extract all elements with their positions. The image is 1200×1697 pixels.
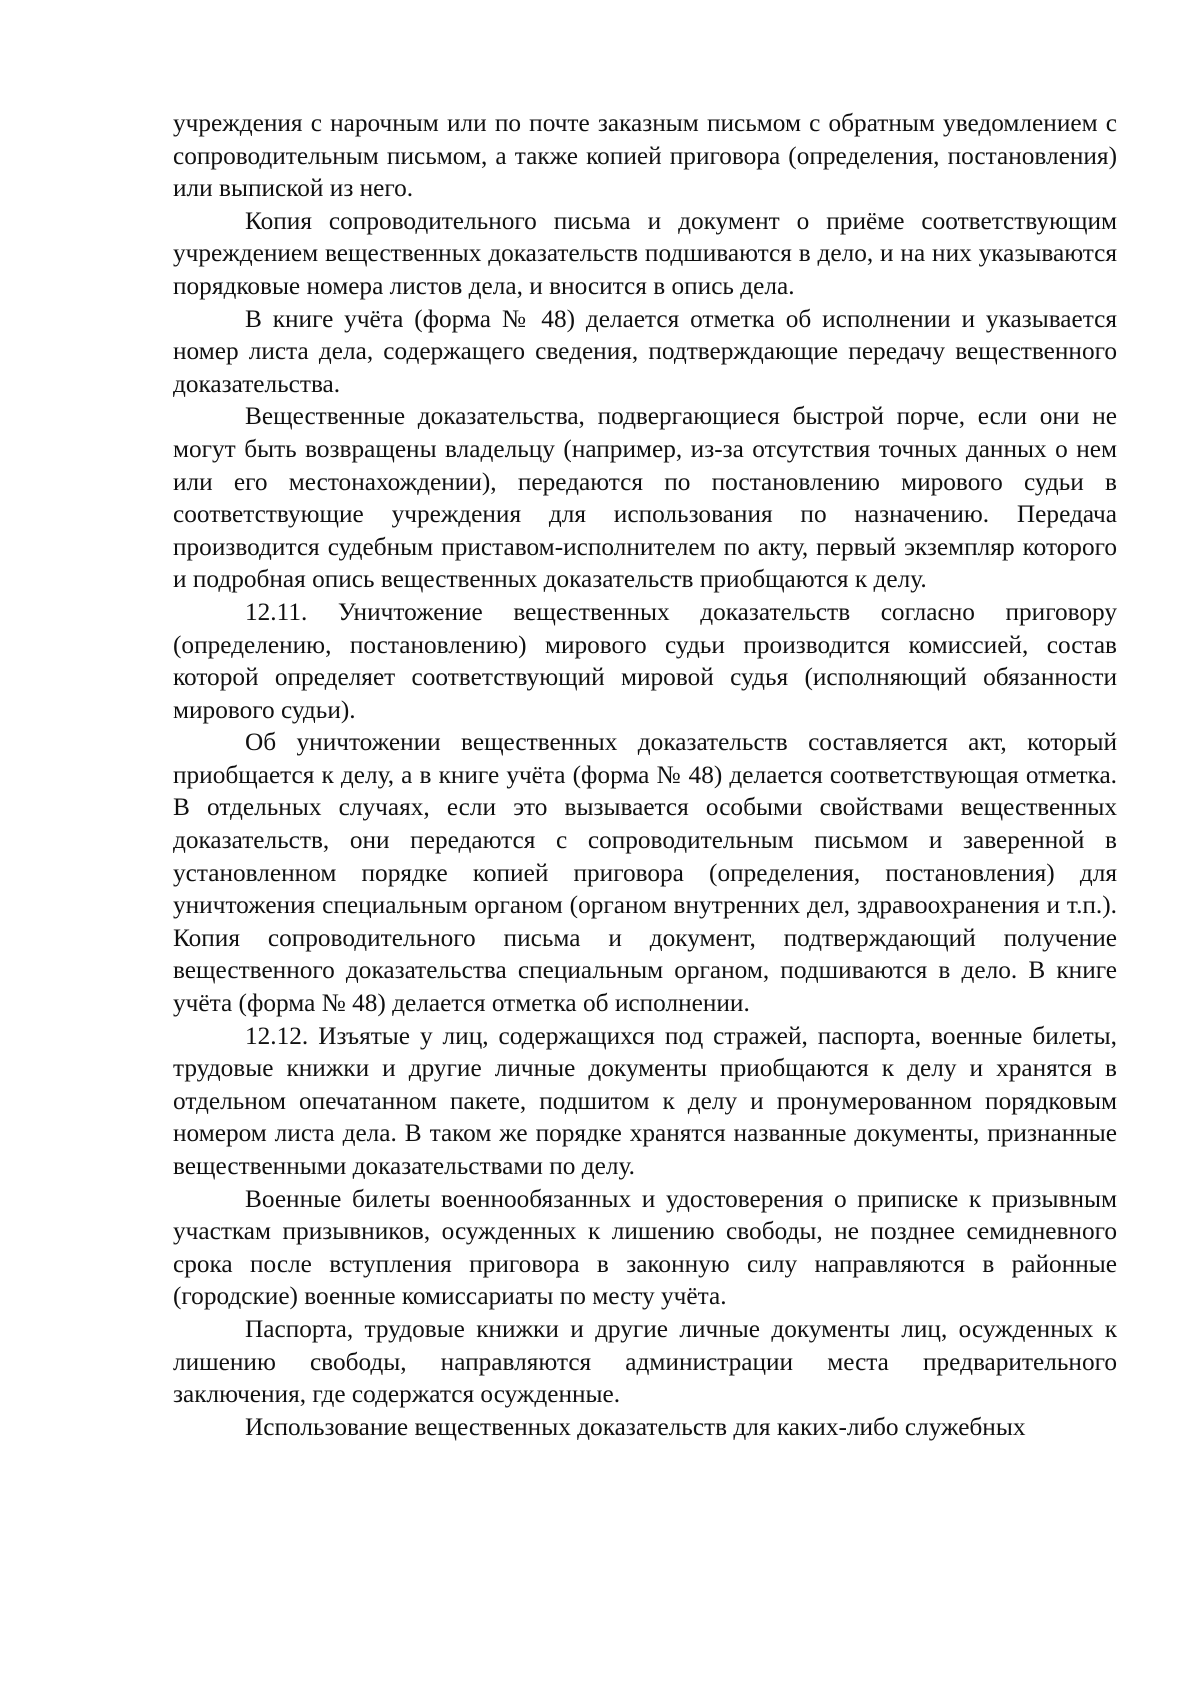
paragraph-6: Об уничтожении вещественных доказательств составляется акт, который приобщается к делу, а в книге учёта (форма № 48) делается соответствующая отметка. В отдельных случаях, если это вызывается особыми свойствами вещественных доказательств, они передаются с сопроводительным письмом и заверенной в установленном порядке копией приговора (определения, постановления) для уничтожения специальным органом (органом внутренних дел, здравоохранения и т.п.). Копия сопроводительного письма и документ, подтверждающий получение вещественного доказательства специальным органом, подшиваются в дело. В книге учёта (форма № 48) делается отметка об исполнении.: [173, 728, 1117, 1018]
paragraph-4: Вещественные доказательства, подвергающиеся быстрой порче, если они не могут быть возвращены владельцу (например, из-за отсутствия точных данных о нем или его местонахождении), передаются по постановлению мирового судьи в соответствующие учреждения для использования по назначению. Передача производится судебным приставом-исполнителем по акту, первый экземпляр которого и подробная опись вещественных доказательств приобщаются к делу.: [173, 402, 1117, 594]
document-page: [173, 107, 1117, 1443]
paragraph-9: Паспорта, трудовые книжки и другие личные документы лиц, осужденных к лишению свободы, направляются администрации места предварительного заключения, где содержатся осужденные.: [173, 1314, 1117, 1409]
paragraph-7: 12.12. Изъятые у лиц, содержащихся под стражей, паспорта, военные билеты, трудовые книжки и другие личные документы приобщаются к делу и хранятся в отдельном опечатанном пакете, подшитом к делу и пронумерованном порядковым номером листа дела. В таком же порядке хранятся названные документы, признанные вещественными доказательствами по делу.: [173, 1021, 1117, 1180]
paragraph-3: В книге учёта (форма № 48) делается отметка об исполнении и указывается номер листа дела, содержащего сведения, подтверждающие передачу вещественного доказательства.: [173, 304, 1117, 398]
paragraph-1: учреждения с нарочным или по почте заказным письмом с обратным уведомлением с сопроводительным письмом, а также копией приговора (определения, постановления) или выпиской из него.: [173, 109, 1117, 203]
paragraph-8: Военные билеты военнообязанных и удостоверения о приписке к призывным участкам призывников, осужденных к лишению свободы, не позднее семидневного срока после вступления приговора в законную силу направляются в районные (городские) военные комиссариаты по месту учёта.: [173, 1184, 1117, 1311]
paragraph-2: Копия сопроводительного письма и документ о приёме соответствующим учреждением вещественных доказательств подшиваются в дело, и на них указываются порядковые номера листов дела, и вносится в опись дела.: [173, 206, 1117, 300]
paragraph-5: 12.11. Уничтожение вещественных доказательств согласно приговору (определению, постановлению) мирового судьи производится комиссией, состав которой определяет соответствующий мировой судья (исполняющий обязанности мирового судьи).: [173, 597, 1117, 724]
paragraph-10: Использование вещественных доказательств для каких-либо служебных: [245, 1412, 1026, 1441]
